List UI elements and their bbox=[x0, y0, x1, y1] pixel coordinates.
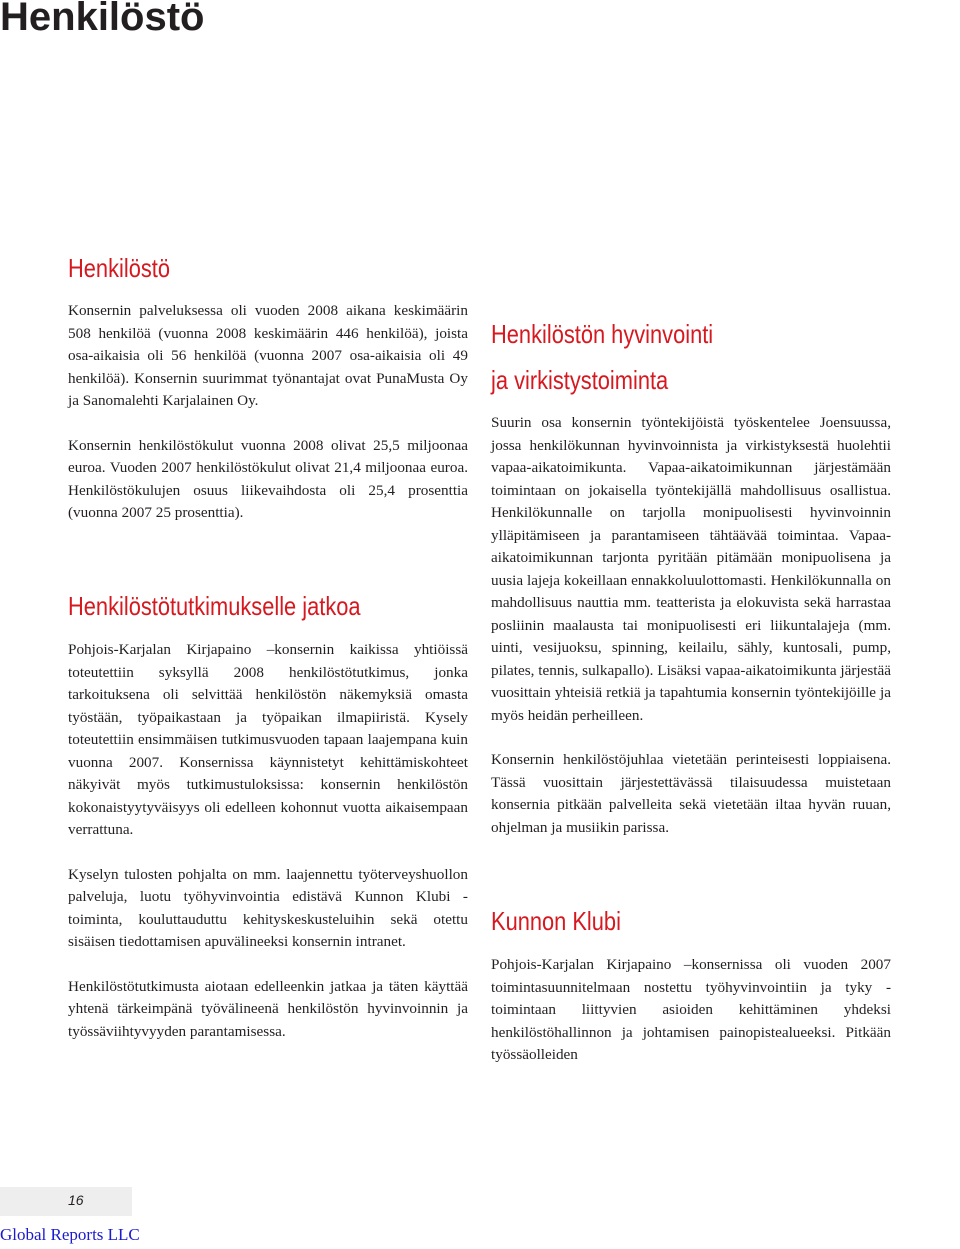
left-column-lower bbox=[68, 583, 468, 1043]
right-column bbox=[491, 311, 891, 839]
right-column-lower bbox=[491, 898, 891, 1067]
section-heading-hyvinvointi bbox=[491, 311, 827, 403]
paragraph: Konsernin henkilöstökulut vuonna 2008 olivat 25,5 miljoonaa euroa. Vuoden 2007 henkilöstökulut olivat 21,4 miljoonaa euroa. Henkilöstökulujen osuus liikevaihdosta oli 25,4 prosenttia (vuonna 2007 25 prosenttia). bbox=[68, 436, 468, 521]
watermark: Global Reports LLC bbox=[0, 1225, 140, 1244]
paragraph: Konsernin palveluksessa oli vuoden 2008 aikana keskimäärin 508 henkilöä (vuonna 2008 keskimäärin 446 henkilöä), joista osa-aikaisia oli 56 henkilöä (vuonna 2007 osa-aikaisia oli 49 henkilöä). Konsernin suurimmat työnantajat ovat PunaMusta Oy ja Sanomalehti Karjalainen Oy. bbox=[68, 302, 468, 409]
section-heading-henkilosto: Henkilöstö bbox=[68, 253, 170, 283]
heading-line: ja virkistystoiminta bbox=[491, 365, 669, 395]
paragraph: Suurin osa konsernin työntekijöistä työskentelee Joensuussa, jossa henkilökunnan hyvinvoinnista ja virkistyksestä huolehtii vapaa-aikatoimikunta. Vapaa-aikatoimikunnan järjestämään toimintaan on jokaisella työntekijällä mahdollisuus osallistua. Henkilökunnalle on tarjolla monipuolisesti hyvinvoinnin ylläpitämiseen ja parantamiseen tähtäävää toimintaa. Vapaa-aikatoimikunnan tarjonta pyritään pitämään monipuolisena ja uusia lajeja kokeillaan ennakkoluulottomasti. Henkilökunnalla on mahdollisuus nauttia mm. teatterista ja elokuvista sekä harrastaa posliinin maalausta tai monipuolisesti eri liikuntalajeja (mm. uinti, vesijuoksu, spinning, keilailu, sähly, kuntosali, pump, pilates, tennis, sulkapallo). Lisäksi vapaa-aikatoimikunta järjestää vuosittain yhteisiä retkiä ja tapahtumia konsernin työntekijöille ja myös heidän perheilleen. bbox=[491, 414, 891, 724]
paragraph: Konsernin henkilöstöjuhlaa vietetään perinteisesti loppiaisena. Tässä vuosittain järjestettävässä tilaisuudessa muistetaan konsernia pitkään palvelleita sekä vietetään iltaa hyvän ruuan, ohjelman ja musiikin parissa. bbox=[491, 751, 891, 836]
page-number-box bbox=[0, 1187, 132, 1216]
heading-line: Henkilöstön hyvinvointi bbox=[491, 319, 714, 349]
left-column bbox=[68, 245, 468, 525]
section-heading-kunnon-klubi: Kunnon Klubi bbox=[491, 906, 621, 936]
paragraph: Kyselyn tulosten pohjalta on mm. laajennettu työterveyshuollon palveluja, luotu työhyvinvointia edistävä Kunnon Klubi -toiminta, kouluttauduttu kehityskeskusteluihin sekä otettu sisäisen tiedottamisen apuvälineeksi konsernin intranet. bbox=[68, 865, 468, 950]
paragraph: Pohjois-Karjalan Kirjapaino –konsernissa oli vuoden 2007 toimintasuunnitelmaan nostettu työhyvinvointiin ja tyky -toimintaan liittyvien asioiden kehittäminen yhdeksi henkilöstöhallinnon ja johtamisen painopistealueeksi. Pitkään työssäolleiden bbox=[491, 956, 891, 1063]
page-title: Henkilöstö bbox=[0, 0, 205, 39]
page-number: 16 bbox=[68, 1192, 84, 1208]
paragraph: Henkilöstötutkimusta aiotaan edelleenkin jatkaa ja täten käyttää yhtenä tärkeimpänä työvälineenä henkilöstön hyvinvoinnin ja työssäviihtyvyyden parantamisessa. bbox=[68, 977, 468, 1040]
section-heading-henkilostotutkimus: Henkilöstötutkimukselle jatkoa bbox=[68, 591, 361, 621]
paragraph: Pohjois-Karjalan Kirjapaino –konsernin kaikissa yhtiöissä toteutettiin syksyllä 2008 henkilöstötutkimus, jonka tarkoituksena oli selvittää henkilöstön näkemyksiä omasta työstään, työpaikastaan ja työpaikan ilmapiiristä. Kysely toteutettiin ensimmäisen tutkimusvuoden tapaan laajempana kuin vuonna 2007. Konsernissa käynnistetyt kehittämiskohteet näkyivät myös tutkimustuloksissa: konsernin henkilöstön kokonaistyytyväisyys oli edelleen kohonnut vuotta aikaisempaan verrattuna. bbox=[68, 641, 468, 838]
